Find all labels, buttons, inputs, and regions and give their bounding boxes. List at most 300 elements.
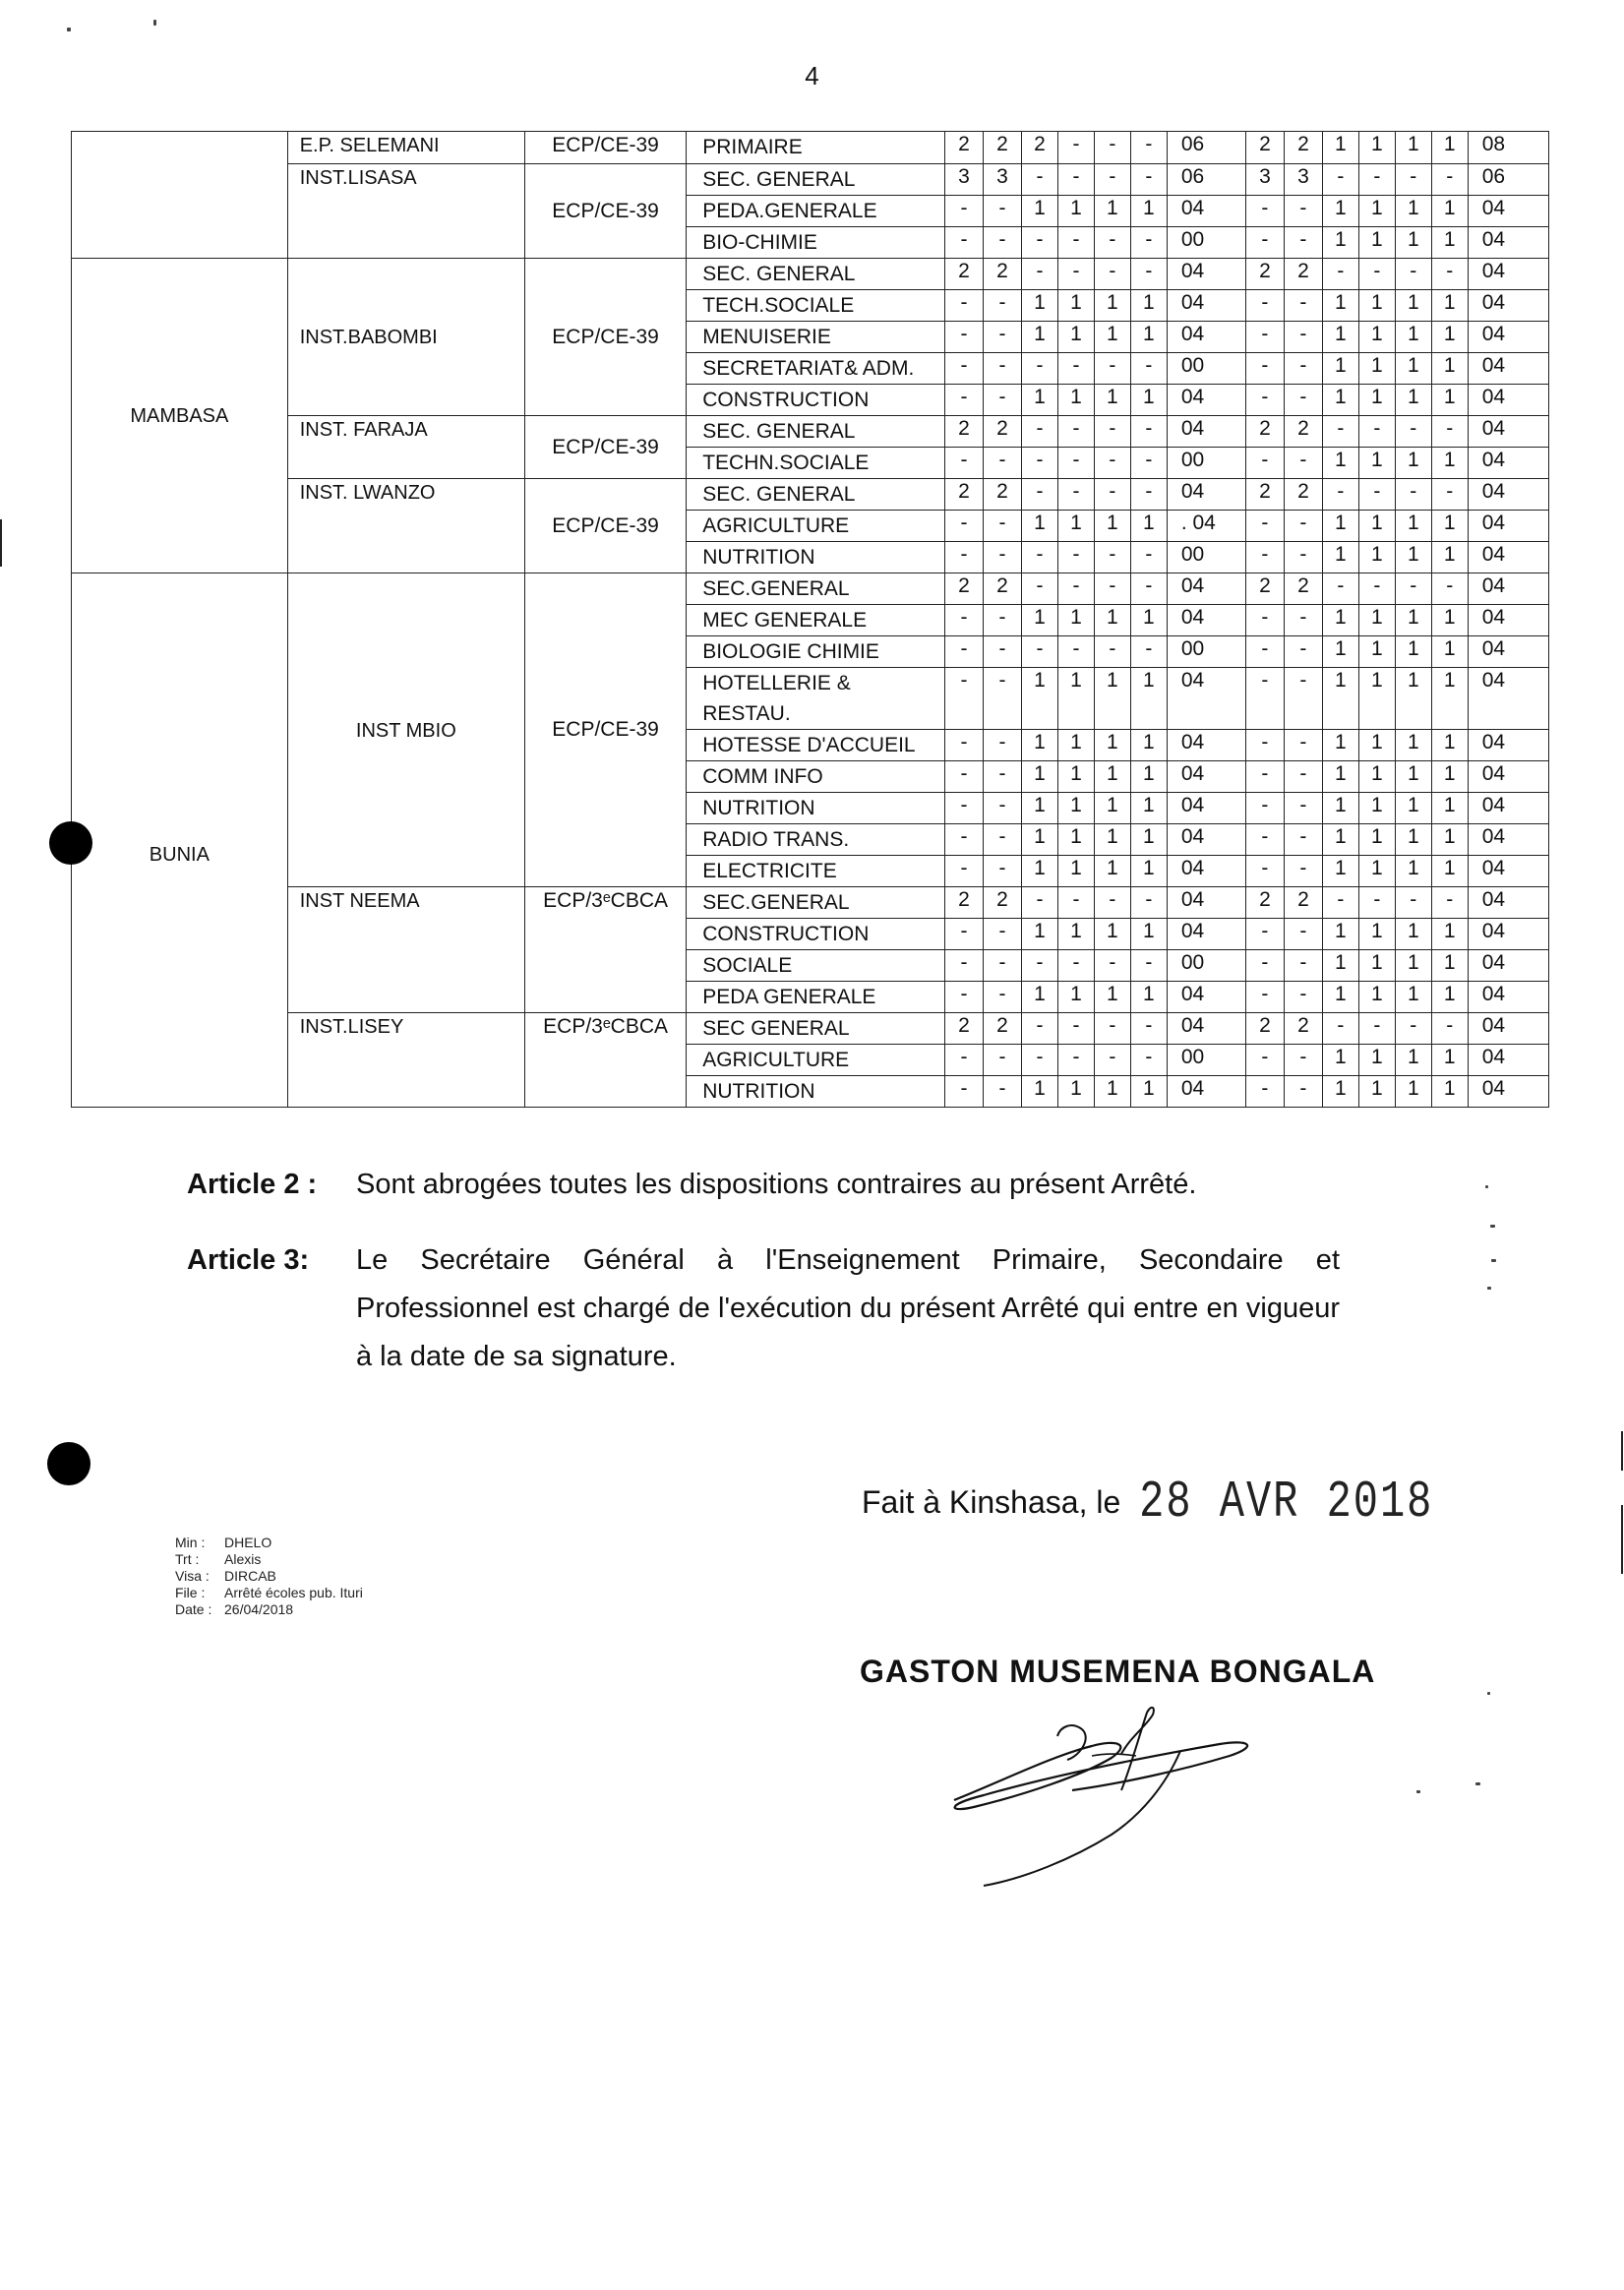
value-cell: -	[1057, 416, 1094, 448]
value-cell: 1	[1322, 1045, 1358, 1076]
total-cell: 06	[1167, 164, 1245, 196]
regime-cell: ECP/CE-39	[524, 573, 686, 887]
value-cell: 1	[1431, 950, 1468, 982]
value-cell: -	[945, 950, 984, 982]
value-cell: -	[945, 448, 984, 479]
value-cell: -	[984, 542, 1022, 573]
value-cell: 1	[1395, 636, 1431, 668]
value-cell: -	[1284, 982, 1322, 1013]
value-cell: 1	[1358, 919, 1395, 950]
total-cell: 04	[1468, 290, 1548, 322]
value-cell: 1	[1130, 322, 1167, 353]
value-cell: -	[1431, 259, 1468, 290]
school-cell: E.P. SELEMANI	[287, 132, 524, 164]
value-cell: 1	[1358, 982, 1395, 1013]
value-cell: 3	[945, 164, 984, 196]
article-text: Sont abrogées toutes les dispositions contraires au présent Arrêté.	[356, 1169, 1197, 1200]
total-cell: 04	[1468, 668, 1548, 730]
value-cell: -	[984, 353, 1022, 385]
total-cell: 00	[1167, 636, 1245, 668]
value-cell: -	[1022, 950, 1058, 982]
value-cell: -	[1284, 1076, 1322, 1108]
value-cell: -	[945, 919, 984, 950]
value-cell: 1	[1130, 982, 1167, 1013]
value-cell: -	[984, 761, 1022, 793]
value-cell: 1	[1431, 385, 1468, 416]
total-cell: 04	[1167, 730, 1245, 761]
value-cell: 1	[1431, 730, 1468, 761]
section-cell: SEC. GENERAL	[687, 479, 945, 511]
value-cell: 1	[1431, 196, 1468, 227]
value-cell: 1	[1057, 385, 1094, 416]
value-cell: -	[1395, 887, 1431, 919]
value-cell: 1	[1057, 761, 1094, 793]
section-cell: CONSTRUCTION	[687, 385, 945, 416]
value-cell: 1	[1057, 605, 1094, 636]
value-cell: 2	[945, 259, 984, 290]
value-cell: -	[1245, 290, 1284, 322]
value-cell: 2	[1245, 259, 1284, 290]
value-cell: -	[1130, 887, 1167, 919]
value-cell: -	[1130, 164, 1167, 196]
value-cell: -	[1022, 636, 1058, 668]
value-cell: 1	[1358, 793, 1395, 824]
reference-block	[175, 1535, 363, 1618]
value-cell: -	[1130, 1045, 1167, 1076]
value-cell: -	[1358, 164, 1395, 196]
value-cell: 1	[1130, 668, 1167, 730]
total-cell: 04	[1468, 887, 1548, 919]
value-cell: -	[984, 448, 1022, 479]
value-cell: 1	[1358, 322, 1395, 353]
school-cell: INST. FARAJA	[287, 416, 524, 479]
value-cell: 1	[1322, 668, 1358, 730]
section-cell: PRIMAIRE	[687, 132, 945, 164]
value-cell: -	[1245, 353, 1284, 385]
value-cell: -	[945, 511, 984, 542]
total-cell: 04	[1167, 982, 1245, 1013]
value-cell: -	[1022, 164, 1058, 196]
value-cell: 1	[1130, 385, 1167, 416]
regime-cell: ECP/CE-39	[524, 132, 686, 164]
value-cell: 1	[1322, 730, 1358, 761]
value-cell: -	[1284, 668, 1322, 730]
value-cell: 2	[945, 479, 984, 511]
value-cell: 1	[1022, 605, 1058, 636]
value-cell: 1	[1358, 605, 1395, 636]
value-cell: 1	[1395, 856, 1431, 887]
value-cell: 1	[1322, 856, 1358, 887]
value-cell: 1	[1395, 196, 1431, 227]
total-cell: 04	[1167, 793, 1245, 824]
total-cell: 04	[1468, 353, 1548, 385]
value-cell: 2	[1245, 132, 1284, 164]
value-cell: -	[1094, 353, 1130, 385]
value-cell: 1	[1395, 1076, 1431, 1108]
value-cell: -	[984, 322, 1022, 353]
value-cell: -	[945, 542, 984, 573]
value-cell: -	[1322, 416, 1358, 448]
value-cell: 1	[1358, 542, 1395, 573]
value-cell: -	[1358, 479, 1395, 511]
total-cell: 04	[1167, 573, 1245, 605]
value-cell: -	[945, 385, 984, 416]
value-cell: -	[984, 1076, 1022, 1108]
value-cell: -	[1130, 479, 1167, 511]
value-cell: -	[984, 919, 1022, 950]
value-cell: -	[945, 982, 984, 1013]
table-row	[72, 164, 1549, 196]
total-cell: 08	[1468, 132, 1548, 164]
value-cell: 1	[1358, 950, 1395, 982]
signature-image	[944, 1697, 1279, 1894]
value-cell: 1	[1395, 824, 1431, 856]
value-cell: 1	[1322, 385, 1358, 416]
value-cell: 1	[1130, 1076, 1167, 1108]
value-cell: 1	[1130, 290, 1167, 322]
value-cell: -	[1322, 259, 1358, 290]
article-label: Article 2 :	[187, 1169, 318, 1200]
section-cell: PEDA GENERALE	[687, 982, 945, 1013]
value-cell: -	[1022, 448, 1058, 479]
total-cell: 04	[1167, 322, 1245, 353]
value-cell: 1	[1057, 290, 1094, 322]
value-cell: 1	[1322, 290, 1358, 322]
total-cell: 04	[1167, 1013, 1245, 1045]
value-cell: -	[1245, 856, 1284, 887]
date-stamp: 28 AVR 2018	[1139, 1473, 1434, 1532]
scan-mark	[1621, 1431, 1623, 1471]
total-cell: 04	[1167, 887, 1245, 919]
value-cell: 1	[1057, 824, 1094, 856]
table-row	[72, 1013, 1549, 1045]
value-cell: 1	[1395, 353, 1431, 385]
total-cell: 04	[1468, 1045, 1548, 1076]
value-cell: -	[1431, 479, 1468, 511]
value-cell: 1	[1322, 1076, 1358, 1108]
total-cell: 04	[1468, 479, 1548, 511]
value-cell: -	[1130, 353, 1167, 385]
value-cell: 1	[1431, 1076, 1468, 1108]
value-cell: 1	[1358, 1076, 1395, 1108]
value-cell: 1	[1094, 982, 1130, 1013]
punch-hole	[47, 1442, 90, 1485]
value-cell: 1	[1358, 385, 1395, 416]
value-cell: -	[945, 668, 984, 730]
value-cell: -	[1057, 573, 1094, 605]
value-cell: 1	[1022, 1076, 1058, 1108]
total-cell: 06	[1468, 164, 1548, 196]
value-cell: 2	[984, 416, 1022, 448]
value-cell: 1	[1022, 668, 1058, 730]
value-cell: -	[1431, 573, 1468, 605]
table-row	[72, 259, 1549, 290]
value-cell: -	[1245, 385, 1284, 416]
value-cell: 1	[1322, 353, 1358, 385]
value-cell: 1	[1358, 227, 1395, 259]
table-row	[72, 416, 1549, 448]
value-cell: -	[1284, 636, 1322, 668]
value-cell: 1	[1358, 511, 1395, 542]
section-cell: SEC GENERAL	[687, 1013, 945, 1045]
value-cell: 1	[1358, 668, 1395, 730]
value-cell: 1	[1395, 793, 1431, 824]
value-cell: -	[945, 793, 984, 824]
value-cell: 1	[1322, 761, 1358, 793]
value-cell: -	[984, 730, 1022, 761]
total-cell: 04	[1167, 856, 1245, 887]
value-cell: 1	[1395, 919, 1431, 950]
value-cell: -	[945, 1076, 984, 1108]
value-cell: -	[1284, 605, 1322, 636]
value-cell: 1	[1358, 132, 1395, 164]
value-cell: -	[1284, 730, 1322, 761]
value-cell: 1	[1322, 196, 1358, 227]
section-cell: NUTRITION	[687, 1076, 945, 1108]
value-cell: 1	[1322, 322, 1358, 353]
value-cell: 2	[945, 887, 984, 919]
value-cell: 2	[1245, 479, 1284, 511]
table-row	[72, 573, 1549, 605]
section-cell: PEDA.GENERALE	[687, 196, 945, 227]
total-cell: 04	[1167, 1076, 1245, 1108]
section-cell: RADIO TRANS.	[687, 824, 945, 856]
school-cell: INST NEEMA	[287, 887, 524, 1013]
value-cell: -	[945, 730, 984, 761]
section-cell: COMM INFO	[687, 761, 945, 793]
value-cell: 1	[1322, 448, 1358, 479]
value-cell: 1	[1322, 636, 1358, 668]
value-cell: -	[984, 824, 1022, 856]
value-cell: 1	[1130, 824, 1167, 856]
value-cell: -	[1022, 1045, 1058, 1076]
value-cell: -	[1094, 227, 1130, 259]
value-cell: -	[1395, 479, 1431, 511]
value-cell: -	[1130, 950, 1167, 982]
value-cell: 1	[1057, 730, 1094, 761]
value-cell: -	[1057, 164, 1094, 196]
value-cell: 1	[1057, 982, 1094, 1013]
value-cell: -	[1245, 196, 1284, 227]
value-cell: 2	[1245, 416, 1284, 448]
value-cell: 2	[1245, 573, 1284, 605]
value-cell: -	[984, 950, 1022, 982]
value-cell: 1	[1431, 132, 1468, 164]
school-cell: INST. LWANZO	[287, 479, 524, 573]
value-cell: -	[1094, 1013, 1130, 1045]
value-cell: -	[1130, 636, 1167, 668]
value-cell: 2	[945, 573, 984, 605]
total-cell: 04	[1167, 259, 1245, 290]
total-cell: 04	[1468, 542, 1548, 573]
value-cell: 1	[1094, 605, 1130, 636]
total-cell: 00	[1167, 353, 1245, 385]
article-text: Le Secrétaire Général à l'Enseignement Primaire, Secondaire et Professionnel est chargé de l'exécution du présent Arrêté qui entre en vigueur à la date de sa signature.	[356, 1244, 1340, 1372]
value-cell: -	[1057, 132, 1094, 164]
value-cell: -	[1130, 259, 1167, 290]
section-cell: MENUISERIE	[687, 322, 945, 353]
value-cell: 1	[1395, 511, 1431, 542]
value-cell: 1	[1322, 511, 1358, 542]
value-cell: -	[945, 227, 984, 259]
value-cell: 1	[1431, 793, 1468, 824]
value-cell: -	[1022, 573, 1058, 605]
value-cell: 1	[1395, 290, 1431, 322]
value-cell: 1	[1094, 290, 1130, 322]
value-cell: 1	[1431, 856, 1468, 887]
value-cell: 1	[1358, 353, 1395, 385]
value-cell: -	[1284, 385, 1322, 416]
value-cell: -	[984, 636, 1022, 668]
value-cell: 1	[1358, 290, 1395, 322]
value-cell: 1	[1022, 730, 1058, 761]
value-cell: 1	[1322, 793, 1358, 824]
value-cell: 2	[1284, 887, 1322, 919]
value-cell: -	[984, 793, 1022, 824]
regime-cell: ECP/3ᵉCBCA	[524, 887, 686, 1013]
reference-row: Date : 26/04/2018	[175, 1601, 294, 1617]
value-cell: 1	[1358, 1045, 1395, 1076]
value-cell: -	[1094, 164, 1130, 196]
value-cell: 3	[984, 164, 1022, 196]
value-cell: 2	[1245, 1013, 1284, 1045]
section-cell: BIOLOGIE CHIMIE	[687, 636, 945, 668]
value-cell: -	[1284, 919, 1322, 950]
regime-cell: ECP/3ᵉCBCA	[524, 1013, 686, 1108]
value-cell: -	[1022, 542, 1058, 573]
value-cell: -	[1245, 511, 1284, 542]
value-cell: -	[1094, 416, 1130, 448]
value-cell: -	[1284, 290, 1322, 322]
value-cell: 1	[1094, 856, 1130, 887]
section-cell: SEC. GENERAL	[687, 164, 945, 196]
value-cell: 1	[1395, 730, 1431, 761]
section-cell: AGRICULTURE	[687, 1045, 945, 1076]
table-row	[72, 132, 1549, 164]
value-cell: -	[1245, 793, 1284, 824]
total-cell: 04	[1468, 227, 1548, 259]
value-cell: -	[1431, 416, 1468, 448]
value-cell: -	[1322, 887, 1358, 919]
value-cell: 1	[1431, 636, 1468, 668]
value-cell: -	[984, 196, 1022, 227]
value-cell: -	[1245, 636, 1284, 668]
school-cell: INST.LISEY	[287, 1013, 524, 1108]
value-cell: 2	[945, 132, 984, 164]
value-cell: -	[1094, 887, 1130, 919]
value-cell: 2	[984, 259, 1022, 290]
section-cell: NUTRITION	[687, 793, 945, 824]
value-cell: -	[1322, 164, 1358, 196]
value-cell: -	[945, 290, 984, 322]
value-cell: 1	[1022, 196, 1058, 227]
value-cell: 1	[1395, 448, 1431, 479]
value-cell: 1	[1057, 196, 1094, 227]
value-cell: 1	[1395, 761, 1431, 793]
value-cell: 1	[1130, 730, 1167, 761]
value-cell: -	[1322, 1013, 1358, 1045]
table-row	[72, 479, 1549, 511]
value-cell: 1	[1431, 1045, 1468, 1076]
section-cell: SECRETARIAT& ADM.	[687, 353, 945, 385]
value-cell: -	[1057, 542, 1094, 573]
value-cell: 2	[1284, 1013, 1322, 1045]
value-cell: 1	[1395, 982, 1431, 1013]
total-cell: 04	[1167, 605, 1245, 636]
value-cell: 1	[1057, 1076, 1094, 1108]
value-cell: -	[1057, 887, 1094, 919]
total-cell: 04	[1167, 919, 1245, 950]
value-cell: -	[945, 605, 984, 636]
value-cell: 2	[1284, 132, 1322, 164]
value-cell: -	[984, 385, 1022, 416]
value-cell: 1	[1358, 196, 1395, 227]
place-and-date	[862, 1473, 1434, 1532]
regime-cell: ECP/CE-39	[524, 259, 686, 416]
value-cell: 1	[1322, 227, 1358, 259]
value-cell: 1	[1094, 730, 1130, 761]
regime-cell: ECP/CE-39	[524, 164, 686, 259]
value-cell: 1	[1358, 761, 1395, 793]
value-cell: 1	[1322, 542, 1358, 573]
value-cell: -	[1284, 950, 1322, 982]
value-cell: -	[1130, 416, 1167, 448]
value-cell: -	[1284, 793, 1322, 824]
value-cell: 2	[984, 479, 1022, 511]
value-cell: -	[1094, 479, 1130, 511]
value-cell: 1	[1094, 793, 1130, 824]
value-cell: -	[1358, 1013, 1395, 1045]
total-cell: 04	[1468, 761, 1548, 793]
value-cell: -	[1057, 479, 1094, 511]
value-cell: -	[1094, 542, 1130, 573]
value-cell: 1	[1094, 1076, 1130, 1108]
value-cell: -	[1245, 448, 1284, 479]
value-cell: 1	[1094, 196, 1130, 227]
value-cell: -	[1322, 573, 1358, 605]
value-cell: 1	[1094, 668, 1130, 730]
value-cell: 2	[984, 132, 1022, 164]
total-cell: 04	[1167, 761, 1245, 793]
value-cell: -	[1245, 605, 1284, 636]
value-cell: -	[1245, 1076, 1284, 1108]
value-cell: 1	[1022, 982, 1058, 1013]
value-cell: -	[1431, 1013, 1468, 1045]
total-cell: 04	[1468, 919, 1548, 950]
schools-table	[71, 131, 1549, 1108]
value-cell: -	[945, 636, 984, 668]
value-cell: 1	[1130, 856, 1167, 887]
value-cell: -	[1358, 573, 1395, 605]
value-cell: 1	[1022, 793, 1058, 824]
value-cell: -	[984, 1045, 1022, 1076]
value-cell: 2	[1284, 479, 1322, 511]
section-cell: SEC. GENERAL	[687, 416, 945, 448]
school-cell: INST.LISASA	[287, 164, 524, 259]
value-cell: -	[945, 196, 984, 227]
value-cell: -	[1057, 448, 1094, 479]
value-cell: 1	[1022, 761, 1058, 793]
total-cell: 04	[1468, 730, 1548, 761]
total-cell: 04	[1468, 950, 1548, 982]
value-cell: 1	[1094, 511, 1130, 542]
zone-cell: MAMBASA	[72, 259, 288, 573]
value-cell: -	[1057, 259, 1094, 290]
value-cell: -	[984, 227, 1022, 259]
regime-cell: ECP/CE-39	[524, 416, 686, 479]
value-cell: 2	[984, 887, 1022, 919]
value-cell: -	[1284, 1045, 1322, 1076]
